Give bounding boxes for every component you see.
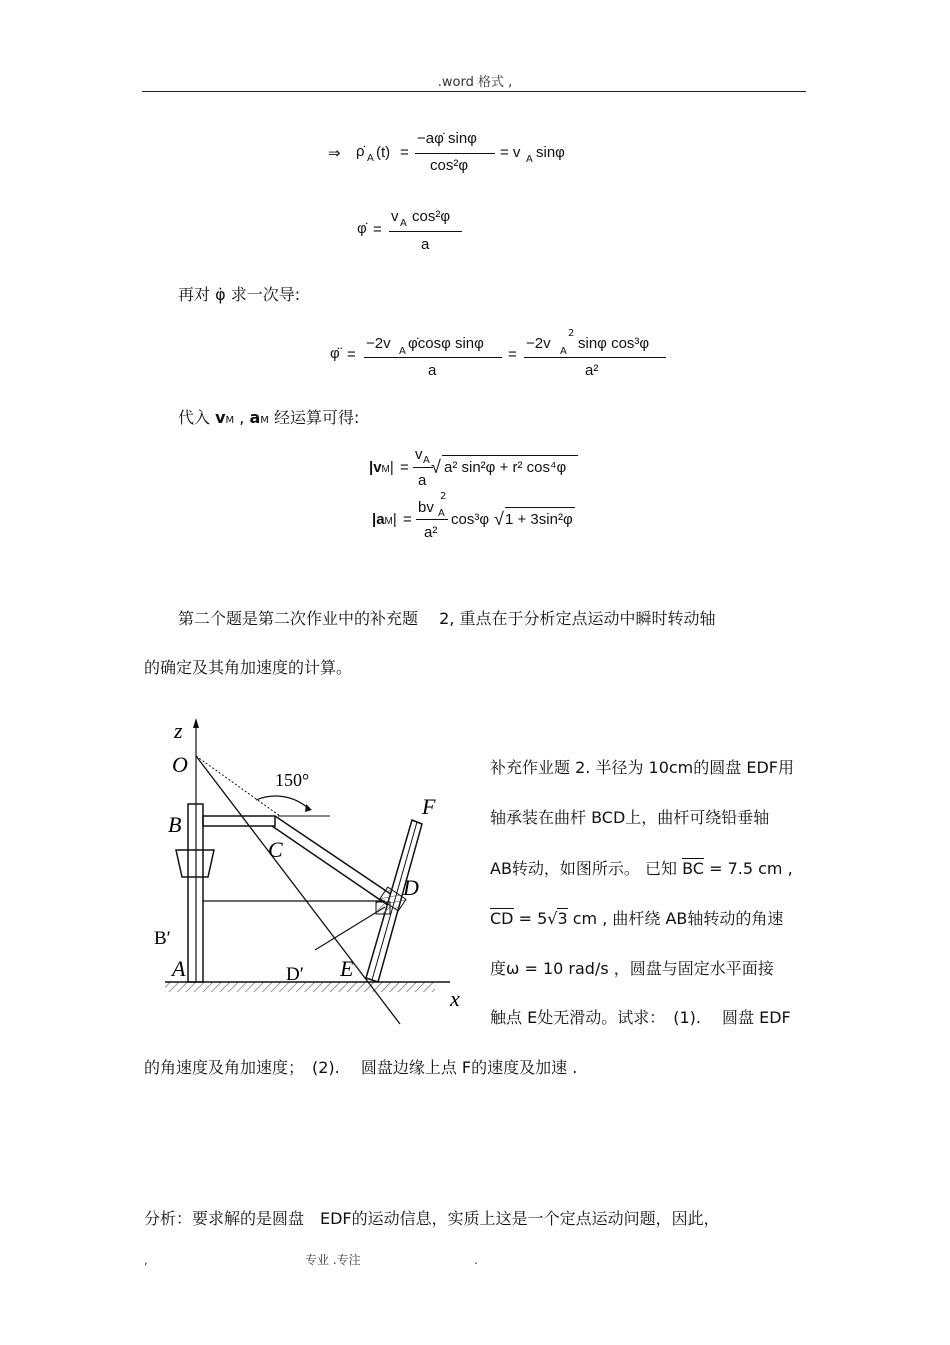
- problem-line-1: 补充作业题 2. 半径为 10cm的圆盘 EDF用: [490, 758, 794, 777]
- label-o: O: [172, 752, 188, 777]
- problem-line-4-b: cm , 曲杆绕 AB轴转动的角速: [567, 909, 784, 928]
- eq5-numerator-sup: 2: [440, 491, 447, 502]
- problem-line-7: 的角速度及角加速度； (2). 圆盘边缘上点 F的速度及加速 .: [144, 1058, 578, 1077]
- arm-bc: [203, 816, 275, 826]
- substitution-pre: 代入: [178, 408, 216, 427]
- eq1-rhs: = v: [500, 144, 521, 161]
- eq1-lhs-arg: (t): [376, 144, 391, 161]
- eq4-equals: =: [400, 459, 409, 476]
- eq5-lhs-sub: M: [384, 516, 393, 527]
- eq5-numerator-sub: A: [438, 508, 445, 519]
- eq1-lhs: ρ̇: [356, 143, 365, 160]
- eq2-numerator: v: [391, 208, 399, 225]
- eq2-numerator-sub: A: [400, 218, 407, 229]
- mechanism-figure: [154, 712, 470, 1032]
- eq1-lhs-sub: A: [367, 153, 374, 164]
- eq4-lhs-sub: M: [381, 464, 390, 475]
- angle-arc-arrow: [305, 804, 312, 812]
- eq5-lhs-close: |: [392, 511, 397, 528]
- eq3-numerator-1: −2v: [366, 335, 391, 352]
- substitution-sep: ,: [234, 408, 250, 427]
- eq4-lhs-close: |: [389, 459, 394, 476]
- eq5-radical-sign: √: [494, 509, 504, 529]
- label-a: A: [172, 956, 186, 981]
- label-angle: 150°: [275, 770, 310, 790]
- eq1-numerator: −aφ̇ sinφ: [417, 130, 477, 147]
- eq2-fraction-bar: [389, 231, 462, 232]
- analysis-text: 分析：要求解的是圆盘 EDF的运动信息，实质上这是一个定点运动问题，因此，: [144, 1209, 720, 1228]
- eq3-denominator-1: a: [428, 362, 437, 379]
- derivative-intro-text: 再对 φ̇ 求一次导:: [178, 285, 301, 304]
- eq5-numerator: bv: [418, 499, 434, 516]
- eq2-denominator: a: [421, 236, 430, 253]
- eq1-fraction-bar: [415, 153, 495, 154]
- label-f: F: [422, 794, 436, 819]
- eq4-denominator: a: [418, 472, 427, 489]
- eq4-numerator: v: [415, 446, 423, 463]
- eq3-numerator-2-sup: 2: [568, 328, 575, 339]
- header-rule: [142, 91, 806, 92]
- substitution-text: [178, 405, 359, 428]
- bearing-d: [376, 902, 390, 914]
- eq5-lhs: [372, 511, 397, 528]
- problem-line-5: 度ω = 10 rad/s ，圆盘与固定水平面接: [490, 959, 774, 978]
- label-b: B: [168, 812, 182, 837]
- problem-line-4-a: = 5: [513, 909, 548, 928]
- eq4-radical-sign: √: [431, 457, 441, 477]
- problem-sqrt-sign: √: [547, 909, 558, 928]
- page-header: .word 格式 ,: [437, 75, 513, 90]
- problem-sqrt-radicand: 3: [557, 909, 568, 928]
- eq5-radicand: 1 + 3sin²φ: [505, 511, 573, 528]
- problem-line-3-b: = 7.5 cm ,: [703, 859, 793, 878]
- eq2-numerator-tail: cos²φ: [412, 208, 451, 225]
- label-x: x: [450, 986, 460, 1011]
- eq1-rhs-sub: A: [526, 154, 533, 165]
- label-d-prime: D′: [286, 964, 304, 985]
- label-c: C: [268, 837, 283, 862]
- eq2-equals: =: [373, 221, 382, 238]
- problem-line-4: [490, 906, 783, 929]
- eq2-lhs: φ̇: [357, 220, 367, 237]
- perpendicular-line: [315, 907, 385, 950]
- problem-cd-overline: CD: [490, 909, 514, 928]
- substitution-v-sub: M: [225, 415, 235, 426]
- problem-line-3-a: AB转动，如图所示。 已知: [490, 859, 683, 878]
- eq5-fraction-bar: [416, 519, 448, 520]
- substitution-post: 经运算可得:: [268, 408, 360, 427]
- eq3-lhs: φ̈: [330, 345, 340, 362]
- z-axis-arrow: [193, 718, 199, 728]
- eq5-middle: cos³φ: [451, 511, 490, 528]
- eq4-lhs: [369, 459, 394, 476]
- substitution-a-sub: M: [260, 415, 269, 426]
- substitution-a: a: [249, 408, 261, 427]
- label-e: E: [340, 956, 354, 981]
- problem-line-6: 触点 E处无滑动。试求： (1). 圆盘 EDF: [490, 1008, 791, 1027]
- eq3-numerator-2-tail: sinφ cos³φ: [578, 335, 650, 352]
- paragraph-line-2: 的确定及其角加速度的计算。: [144, 658, 353, 677]
- dotted-oc-line: [196, 756, 280, 816]
- eq3-numerator-2-sub: A: [560, 346, 567, 357]
- bearing: [176, 850, 214, 877]
- eq1-denominator: cos²φ: [430, 157, 469, 174]
- footer-left: ,: [144, 1253, 148, 1267]
- eq3-fraction-bar-2: [524, 357, 666, 358]
- angle-arc: [256, 796, 308, 808]
- eq3-numerator-2: −2v: [526, 335, 551, 352]
- eq1-equals: =: [400, 144, 409, 161]
- eq3-denominator-2: a²: [585, 362, 599, 379]
- eq5-lhs-a: |a: [372, 511, 385, 528]
- eq3-equals-2: =: [508, 346, 517, 363]
- label-d: D: [403, 875, 419, 900]
- eq4-radicand: a² sin²φ + r² cos⁴φ: [444, 459, 567, 476]
- problem-line-2: 轴承装在曲杆 BCD上，曲杆可绕铅垂轴: [490, 808, 770, 827]
- arm-cd-bottom: [272, 826, 392, 908]
- paragraph-line-1: 第二个题是第二次作业中的补充题 2, 重点在于分析定点运动中瞬时转动轴: [178, 609, 716, 628]
- eq4-lhs-v: |v: [369, 459, 382, 476]
- eq4-radical-bar: [442, 455, 578, 456]
- eq4-fraction-bar: [413, 467, 433, 468]
- eq3-numerator-1-tail: φ̇cosφ sinφ: [408, 335, 484, 352]
- footer-center: 专业 .专注: [305, 1253, 361, 1267]
- problem-line-3: [490, 856, 793, 879]
- eq3-fraction-bar-1: [364, 357, 502, 358]
- substitution-v: v: [215, 408, 226, 427]
- problem-bc-overline: BC: [682, 859, 704, 878]
- eq3-equals-1: =: [347, 346, 356, 363]
- label-z: z: [174, 718, 183, 743]
- eq5-equals: =: [403, 511, 412, 528]
- footer-right: .: [474, 1253, 478, 1267]
- eq4-numerator-sub: A: [423, 455, 430, 466]
- label-b-prime: B′: [154, 928, 171, 949]
- arm-cd-top: [275, 816, 398, 899]
- eq5-denominator: a²: [424, 524, 438, 541]
- eq1-rhs-tail: sinφ: [536, 144, 565, 161]
- eq5-radical-bar: [505, 507, 575, 508]
- implies-arrow: ⇒: [328, 145, 341, 162]
- eq3-numerator-1-sub: A: [399, 346, 406, 357]
